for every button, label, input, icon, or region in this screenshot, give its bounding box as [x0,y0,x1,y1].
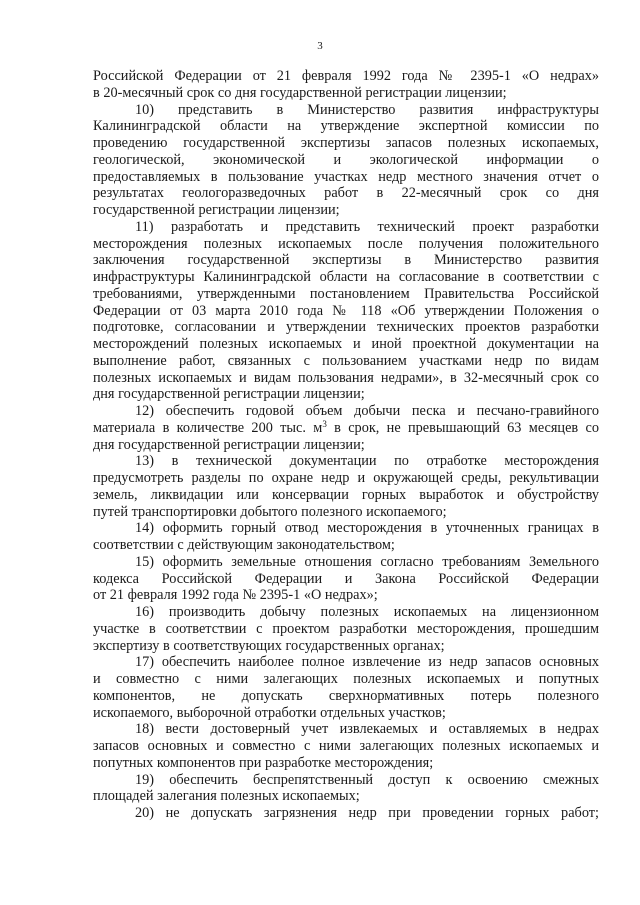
line-text: попутных компонентов при разработке месторождения; [93,754,434,771]
text-line [93,604,599,621]
line-text: 20) не допускать загрязнения недр при проведении горных работ; [135,805,599,821]
line-text: участке в соответствии с проектом разработки месторождения, прошедшим [93,620,599,637]
text-line [93,303,599,320]
text-line [93,654,599,671]
line-text: ископаемого, выборочной отработки отдельных участков; [93,704,446,721]
line-text: 17) обеспечить наиболее полное извлечение из недр запасов основных [135,654,599,671]
text-line [93,537,599,554]
page-number: 3 [317,40,323,52]
line-text: выполнение работ, связанных с пользованием участками недр по видам [93,352,599,369]
line-text: 15) оформить земельные отношения согласно требованиям Земельного [135,553,599,570]
line-text: путей транспортировки добытого полезного ископаемого; [93,503,447,520]
text-line [93,269,599,286]
text-line [93,219,599,236]
line-text: 11) разработать и представить технический проект разработки [135,218,599,235]
line-text: полезных ископаемых и видам пользования недрами», в 32-месячный срок со [93,369,599,386]
text-line [93,621,599,638]
text-line [93,202,599,219]
text-line [93,772,599,789]
text-line [93,738,599,755]
text-line [93,638,599,655]
superscript: 3 [322,419,327,429]
text-line [93,470,599,487]
text-line [93,252,599,269]
line-text: запасов основных и совместно с ними залегающих полезных ископаемых и [93,738,599,754]
line-text: месторождений полезных ископаемых и иной проектной документации на [93,336,599,352]
text-line [93,587,599,604]
line-text: подготовке, согласовании и утверждении технических проектов разработки [93,319,599,336]
line-text: требованиями, утвержденными постановлением Правительства Российской [93,285,599,302]
text-line [93,169,599,186]
text-line [93,152,599,169]
line-text: Федерации от 03 марта 2010 года № 118 «Об утверждении Положения о [93,302,599,319]
text-line [93,688,599,705]
text-line [93,671,599,688]
line-text: компонентов, не допускать сверхнормативных потерь полезного [93,687,599,704]
line-text: дня государственной регистрации лицензии; [93,386,365,403]
line-text: месторождения полезных ископаемых после получения положительного [93,235,599,252]
text-line [93,386,599,403]
text-line [93,118,599,135]
line-text: и совместно с ними залегающих полезных ископаемых и попутных [93,671,599,687]
line-text: проведению государственной экспертизы запасов полезных ископаемых, [93,135,599,151]
line-text: 19) обеспечить беспрепятственный доступ к освоению смежных [135,771,599,788]
text-line [93,705,599,722]
text-line [93,403,599,420]
text-line [93,453,599,470]
text-line [93,788,599,805]
text-line [93,370,599,387]
line-text: 12) обеспечить годовой объем добычи песка и песчано-гравийного [135,403,599,419]
line-text: Российской Федерации от 21 февраля 1992 года № 2395-1 «О недрах» [93,68,599,84]
text-line [93,755,599,772]
document-body [93,68,599,822]
line-text: от 21 февраля 1992 года № 2395-1 «О недрах»; [93,587,378,604]
text-line [93,487,599,504]
text-line [93,286,599,303]
line-text: 18) вести достоверный учет извлекаемых и оставляемых в недрах [135,721,599,738]
line-text: заключения государственной экспертизы в Министерство развития [93,252,599,269]
text-line [93,721,599,738]
line-text: соответствии с действующим законодательством; [93,537,395,553]
text-line [93,102,599,119]
text-line [93,185,599,202]
text-line [93,520,599,537]
text-line [93,554,599,571]
line-text: экспертизу в соответствующих государственных органах; [93,637,445,654]
line-text: предоставляемых в пользование участках недр местного значения отчет о [93,168,599,185]
line-text: предусмотреть разделы по охране недр и окружающей среды, рекультивации [93,470,599,486]
text-line [93,68,599,85]
line-text: 14) оформить горный отвод месторождения в уточненных границах в [135,520,599,537]
text-line [93,336,599,353]
line-text: дня государственной регистрации лицензии; [93,436,365,453]
line-text: кодекса Российской Федерации и Закона Российской Федерации [93,570,599,587]
line-text: 16) производить добычу полезных ископаемых на лицензионном [135,604,599,620]
line-text: в 20-месячный срок со дня государственной регистрации лицензии; [93,84,507,101]
text-line [93,805,599,822]
text-line [93,420,599,437]
line-text: в срок, не превышающий 63 месяцев со [326,419,599,436]
line-text: 13) в технической документации по отработке месторождения [135,453,599,470]
line-text: геологической, экономической и экологической информации о [93,151,599,168]
text-line [93,135,599,152]
line-text: земель, ликвидации или консервации горных выработок и обустройству [93,486,599,503]
text-line [93,319,599,336]
line-text: государственной регистрации лицензии; [93,202,340,218]
line-text: материала в количестве 200 тыс. м [93,419,323,436]
line-text: результатах геологоразведочных работ в 22-месячный срок со дня [93,185,599,202]
text-line [93,85,599,102]
line-text: Калининградской области на утверждение экспертной комиссии по [93,118,599,135]
line-text: инфраструктуры Калининградской области на согласование в соответствии с [93,269,599,285]
text-line [93,437,599,454]
text-line [93,571,599,588]
text-line [93,504,599,521]
line-text: 10) представить в Министерство развития инфраструктуры [135,101,599,118]
text-line [93,236,599,253]
text-line [93,353,599,370]
line-text: площадей залегания полезных ископаемых; [93,788,360,805]
